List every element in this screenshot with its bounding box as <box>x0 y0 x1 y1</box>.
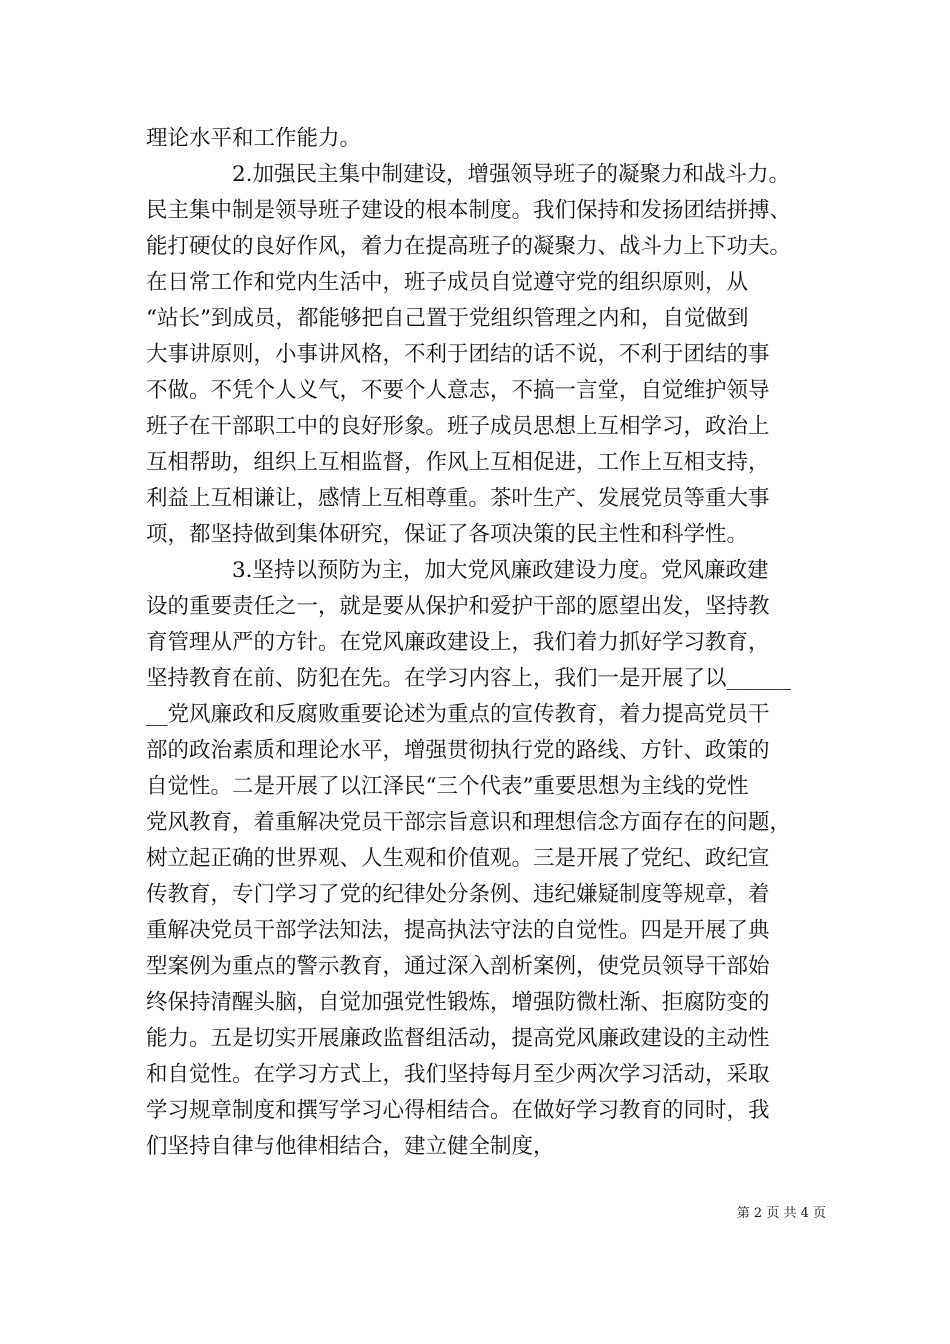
text-line: 和自觉性。在学习方式上，我们坚持每月至少两次学习活动，采取 <box>146 1062 770 1087</box>
text-line: 传教育，专门学习了党的纪律处分条例、违纪嫌疑制度等规章，着 <box>146 882 770 907</box>
text-line: 重解决党员干部学法知法，提高执法守法的自觉性。四是开展了典 <box>146 918 770 943</box>
text-line: 坚持教育在前、防犯在先。在学习内容上，我们一是开展了以______ <box>146 666 792 691</box>
text-line: 部的政治素质和理论水平，增强贯彻执行党的路线、方针、政策的 <box>146 738 770 763</box>
text-line: 自觉性。二是开展了以江泽民“三个代表”重要思想为主线的党性 <box>146 774 749 799</box>
text-line: 大事讲原则，小事讲风格，不利于团结的话不说，不利于团结的事 <box>146 342 770 367</box>
text-line: 班子在干部职工中的良好形象。班子成员思想上互相学习，政治上 <box>146 414 770 439</box>
text-line: 2.加强民主集中制建设，增强领导班子的凝聚力和战斗力。 <box>146 162 791 187</box>
text-line: 互相帮助，组织上互相监督，作风上互相促进，工作上互相支持， <box>146 450 770 475</box>
text-line: 设的重要责任之一，就是要从保护和爱护干部的愿望出发，坚持教 <box>146 594 770 619</box>
text-line: 学习规章制度和撰写学习心得相结合。在做好学习教育的同时，我 <box>146 1098 770 1123</box>
text-line: 在日常工作和党内生活中，班子成员自觉遵守党的组织原则，从 <box>146 270 749 295</box>
text-line: 党风教育，着重解决党员干部宗旨意识和理想信念方面存在的问题， <box>146 810 792 835</box>
text-line: 型案例为重点的警示教育，通过深入剖析案例，使党员领导干部始 <box>146 954 770 979</box>
text-line: 能力。五是切实开展廉政监督组活动，提高党风廉政建设的主动性 <box>146 1026 770 1051</box>
text-line: 利益上互相谦让，感情上互相尊重。茶叶生产、发展党员等重大事 <box>146 486 770 511</box>
text-line: 树立起正确的世界观、人生观和价值观。三是开展了党纪、政纪宣 <box>146 846 770 871</box>
text-line: __党风廉政和反腐败重要论述为重点的宣传教育，着力提高党员干 <box>146 702 770 727</box>
page-number: 第 2 页 共 4 页 <box>736 1206 826 1221</box>
text-line: 不做。不凭个人义气，不要个人意志，不搞一言堂，自觉维护领导 <box>146 378 770 403</box>
text-line: 们坚持自律与他律相结合，建立健全制度， <box>146 1134 555 1159</box>
text-line: 育管理从严的方针。在党风廉政建设上，我们着力抓好学习教育， <box>146 630 770 655</box>
text-line: 项，都坚持做到集体研究，保证了各项决策的民主性和科学性。 <box>146 522 749 547</box>
text-line: 民主集中制是领导班子建设的根本制度。我们保持和发扬团结拼搏、 <box>146 198 792 223</box>
text-line: 3.坚持以预防为主，加大党风廉政建设力度。党风廉政建 <box>146 558 769 583</box>
text-line: 理论水平和工作能力。 <box>146 126 362 151</box>
text-line: “站长”到成员，都能够把自己置于党组织管理之内和，自觉做到 <box>146 306 749 331</box>
text-line: 终保持清醒头脑，自觉加强党性锻炼，增强防微杜渐、拒腐防变的 <box>146 990 770 1015</box>
text-line: 能打硬仗的良好作风，着力在提高班子的凝聚力、战斗力上下功夫。 <box>146 234 792 259</box>
